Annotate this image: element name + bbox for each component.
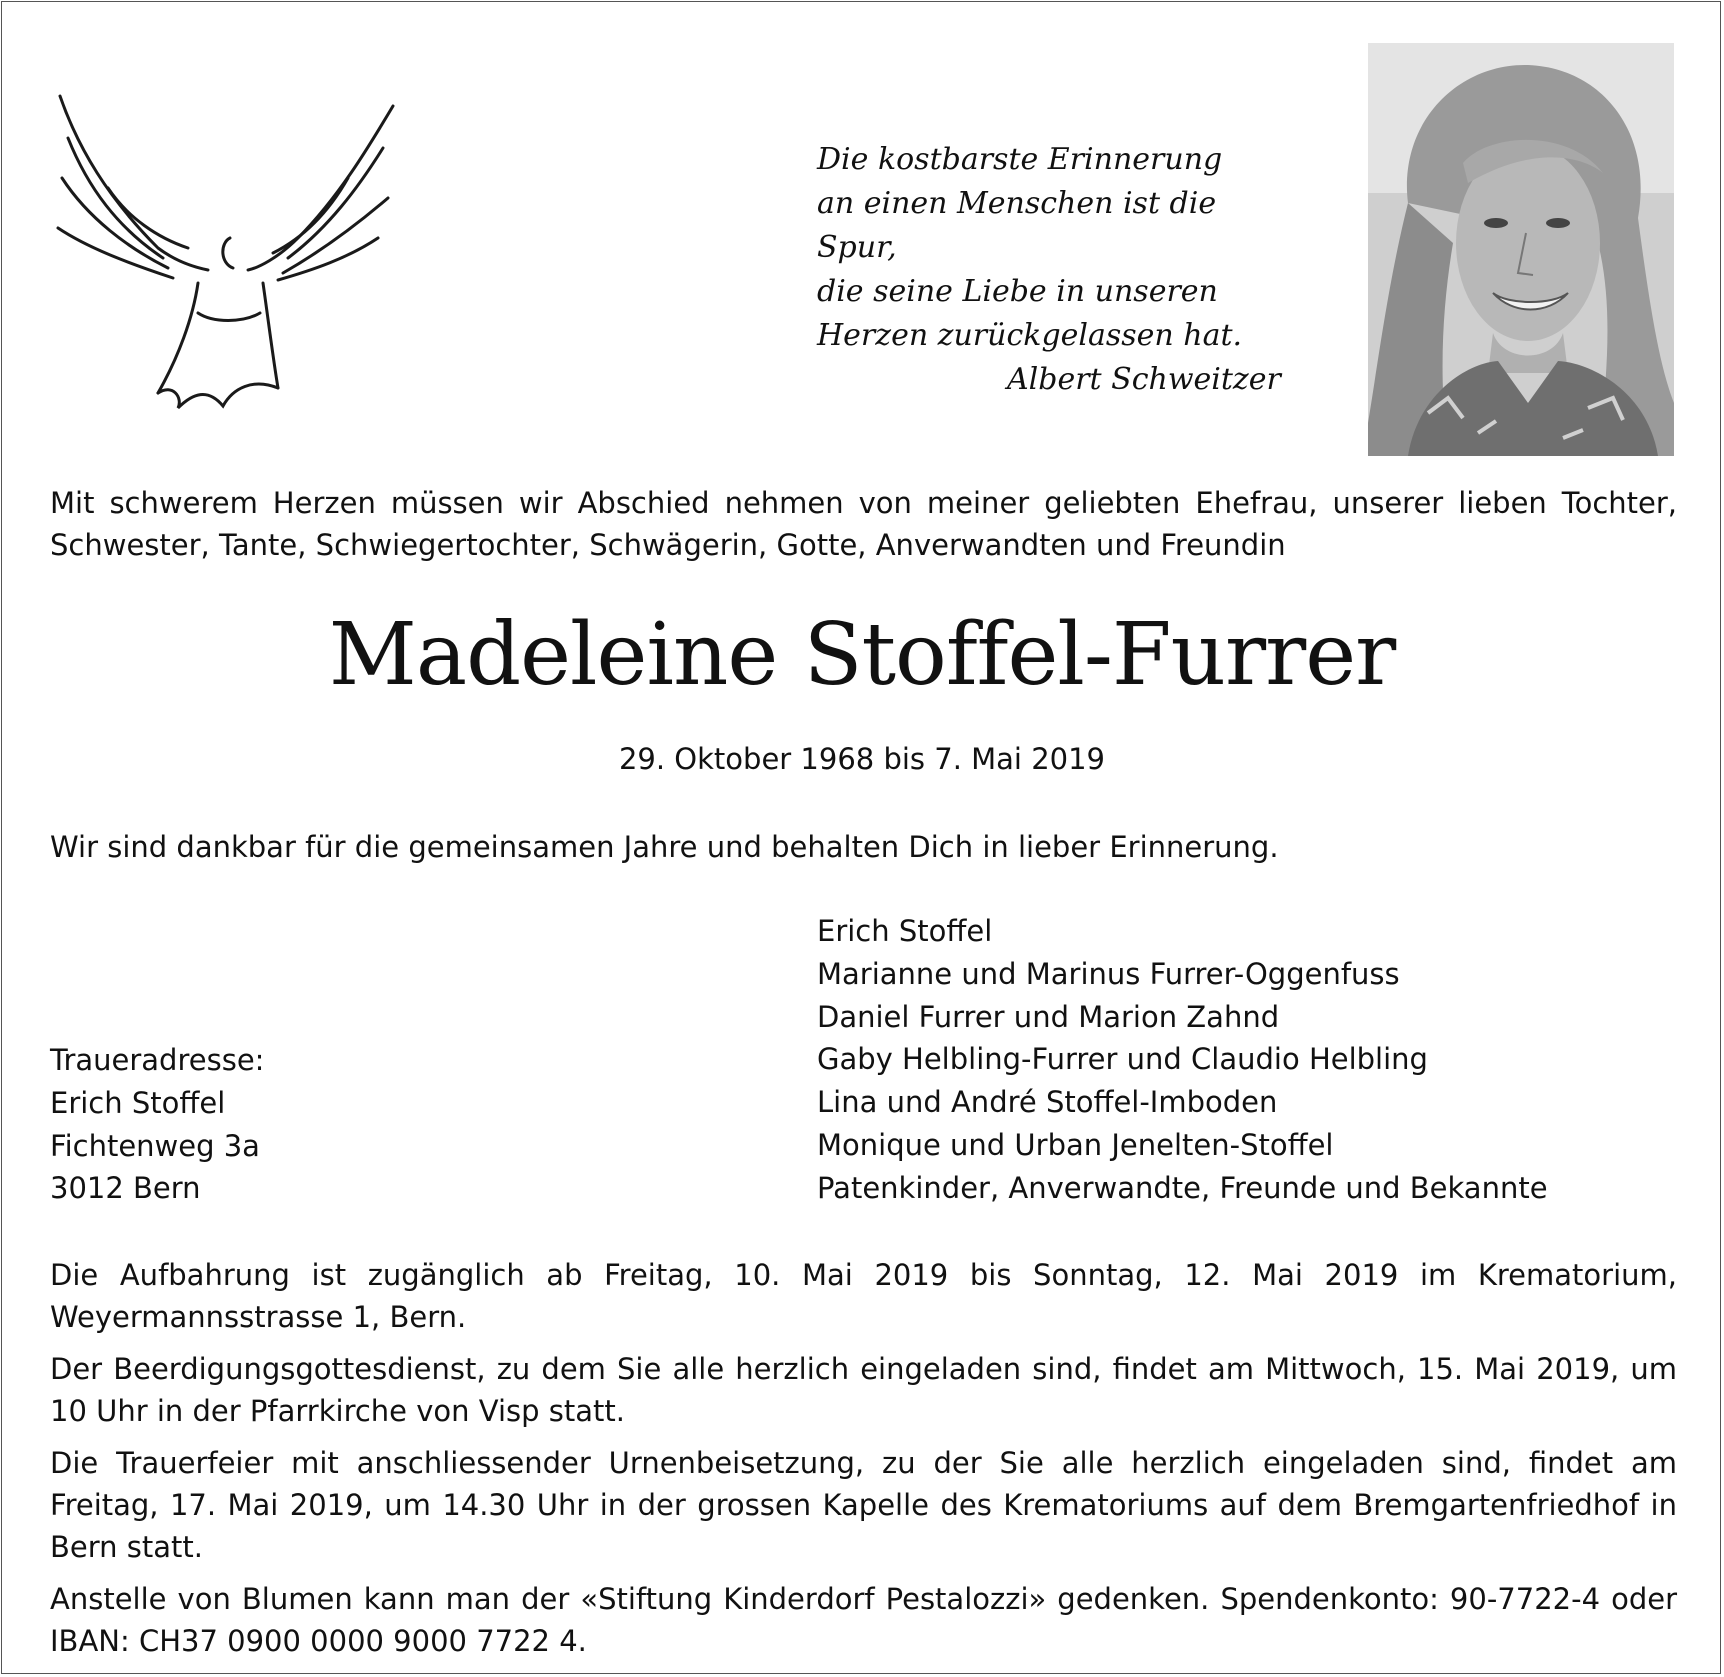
mourner-entry: Erich Stoffel — [817, 914, 993, 948]
intro-text: Mit schwerem Herzen müssen wir Abschied nehmen von meiner geliebten Ehefrau, unserer lieben Tochter, Schwester, Tante, Schwiegertochter, Schwägerin, Gotte, Anverwandten und Freundin — [50, 486, 1677, 562]
deceased-name: Madeleine Stoffel-Furrer — [328, 605, 1396, 705]
notices-block — [50, 1254, 1677, 1672]
quote-line: an einen Menschen ist die Spur, — [817, 186, 1217, 265]
quote-line: Herzen zurückgelassen hat. — [817, 318, 1243, 353]
quote-author: Albert Schweitzer — [1007, 362, 1281, 397]
mourner-entry: Gaby Helbling-Furrer und Claudio Helbling — [817, 1042, 1428, 1077]
mourner-entry: Marianne und Marinus Furrer-Oggenfuss — [817, 956, 1400, 991]
mourning-address — [50, 1039, 264, 1210]
mourner-entry: Monique und Urban Jenelten-Stoffel — [817, 1127, 1334, 1162]
gratitude-text: Wir sind dankbar für die gemeinsamen Jahre und behalten Dich in lieber Erinnerung. — [50, 830, 1279, 864]
notice-memorial-ceremony: Die Trauerfeier mit anschliessender Urnenbeisetzung, zu der Sie alle herzlich eingeladen sind, findet am Freitag, 17. Mai 2019, um 14.30 Uhr in der grossen Kapelle des Krematoriums auf dem Bremgartenfriedhof in Bern statt. — [50, 1446, 1677, 1564]
portrait-illustration — [1368, 43, 1674, 456]
portrait-photo — [1368, 43, 1674, 456]
angel-icon — [48, 88, 408, 428]
quote-line: die seine Liebe in unseren — [817, 274, 1218, 309]
quote-line: Die kostbarste Erinnerung — [817, 142, 1223, 177]
mourners-list — [817, 910, 1548, 1210]
mourner-entry: Patenkinder, Anverwandte, Freunde und Bekannte — [817, 1170, 1548, 1205]
notice-viewing: Die Aufbahrung ist zugänglich ab Freitag, 10. Mai 2019 bis Sonntag, 12. Mai 2019 im Krematorium, Weyermannsstrasse 1, Bern. — [50, 1258, 1677, 1334]
address-name: Erich Stoffel — [50, 1085, 226, 1120]
mourner-entry: Lina und André Stoffel-Imboden — [817, 1085, 1278, 1120]
mourner-entry: Daniel Furrer und Marion Zahnd — [817, 999, 1280, 1034]
address-street: Fichtenweg 3a — [50, 1128, 260, 1163]
life-dates: 29. Oktober 1968 bis 7. Mai 2019 — [618, 742, 1106, 776]
address-city: 3012 Bern — [50, 1171, 201, 1206]
notice-funeral-service: Der Beerdigungsgottesdienst, zu dem Sie alle herzlich eingeladen sind, findet am Mittwoch, 15. Mai 2019, um 10 Uhr in der Pfarrkirche von Visp statt. — [50, 1352, 1677, 1428]
notice-donations: Anstelle von Blumen kann man der «Stiftung Kinderdorf Pestalozzi» gedenken. Spendenkonto: 90-7722-4 oder IBAN: CH37 0900 0000 9000 7722 4. — [50, 1582, 1677, 1658]
quote-block — [817, 138, 1297, 402]
address-label: Traueradresse: — [50, 1043, 265, 1077]
